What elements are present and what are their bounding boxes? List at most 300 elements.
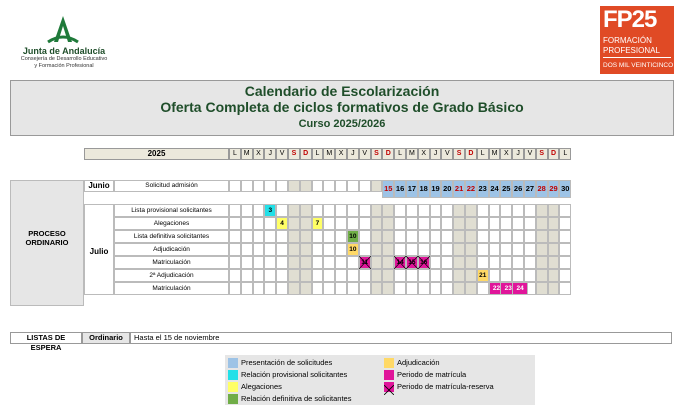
- grid-cell: [430, 282, 442, 295]
- grid-cell: [264, 217, 276, 230]
- day-header: L: [394, 148, 406, 160]
- grid-cell: [335, 256, 347, 269]
- grid-cell: [276, 243, 288, 256]
- title-line-2: Oferta Completa de ciclos formativos de Grado Básico: [160, 99, 524, 115]
- grid-cell: [489, 256, 501, 269]
- grid-cell: [335, 204, 347, 217]
- grid-cell: [241, 282, 253, 295]
- day-cell-june: 19: [430, 180, 442, 198]
- day-cell-reserve: [394, 256, 406, 269]
- grid-cell: [323, 269, 335, 282]
- grid-cell: [524, 269, 536, 282]
- day-cell-reserve: [418, 256, 430, 269]
- year-header: 2025: [84, 148, 229, 160]
- grid-cell: [288, 230, 300, 243]
- day-header: V: [276, 148, 288, 160]
- day-header: V: [441, 148, 453, 160]
- legend-swatch-matricula: [384, 370, 394, 380]
- day-header: L: [559, 148, 571, 160]
- grid-cell: [548, 269, 560, 282]
- day-header: V: [359, 148, 371, 160]
- day-cell-gold: 21: [477, 269, 489, 282]
- grid-cell: [300, 282, 312, 295]
- grid-cell: [430, 243, 442, 256]
- process-label-line1: PROCESO: [28, 229, 66, 238]
- row-label: 2ª Adjudicación: [114, 269, 229, 282]
- grid-cell: [512, 204, 524, 217]
- day-cell-june: 17: [406, 180, 418, 198]
- grid-cell: [312, 256, 324, 269]
- day-cell-june: 16: [394, 180, 406, 198]
- grid-cell: [229, 243, 241, 256]
- day-cell-reserve: [359, 256, 371, 269]
- row-label: Lista provisional solicitantes: [114, 204, 229, 217]
- day-header: X: [418, 148, 430, 160]
- grid-cell: [500, 217, 512, 230]
- grid-cell: [371, 217, 383, 230]
- grid-cell: [253, 217, 265, 230]
- grid-cell: [335, 243, 347, 256]
- grid-cell: [312, 230, 324, 243]
- legend-label-matricula: Periodo de matrícula: [397, 370, 467, 379]
- grid-cell: [406, 243, 418, 256]
- grid-cell: [406, 269, 418, 282]
- grid-cell: [477, 217, 489, 230]
- grid-cell: [276, 282, 288, 295]
- grid-cell: [229, 256, 241, 269]
- grid-cell: [323, 230, 335, 243]
- legend-swatch-definitiva: [228, 394, 238, 404]
- grid-cell: [276, 204, 288, 217]
- grid-cell: [371, 256, 383, 269]
- day-header: S: [371, 148, 383, 160]
- grid-cell: [489, 230, 501, 243]
- org-name: Junta de Andalucía: [22, 46, 106, 56]
- grid-cell: [406, 282, 418, 295]
- row-label: Matriculación: [114, 282, 229, 295]
- grid-cell: [500, 230, 512, 243]
- grid-cell: [323, 180, 335, 192]
- grid-cell: [312, 180, 324, 192]
- grid-cell: [229, 180, 241, 192]
- day-cell-june: 30: [559, 180, 571, 198]
- grid-cell: [536, 256, 548, 269]
- grid-cell: [465, 204, 477, 217]
- reserve-day-number: 14: [396, 259, 404, 266]
- grid-cell: [548, 256, 560, 269]
- grid-cell: [536, 243, 548, 256]
- grid-cell: [489, 243, 501, 256]
- grid-cell: [288, 204, 300, 217]
- grid-cell: [312, 269, 324, 282]
- grid-cell: [347, 269, 359, 282]
- day-header: S: [536, 148, 548, 160]
- grid-cell: [477, 256, 489, 269]
- grid-cell: [382, 230, 394, 243]
- fp25-line3: DOS MIL VEINTICINCO: [603, 62, 674, 69]
- fp25-logo: [600, 6, 674, 74]
- legend-label-reserva: Periodo de matrícula-reserva: [397, 382, 494, 391]
- grid-cell: [371, 282, 383, 295]
- day-header: D: [300, 148, 312, 160]
- grid-cell: [441, 217, 453, 230]
- grid-cell: [253, 269, 265, 282]
- grid-cell: [288, 243, 300, 256]
- grid-cell: [229, 269, 241, 282]
- grid-cell: [536, 282, 548, 295]
- fp25-logo-text: FP25: [603, 6, 657, 33]
- grid-cell: [347, 256, 359, 269]
- grid-cell: [335, 217, 347, 230]
- grid-cell: [241, 180, 253, 192]
- title-line-3: Curso 2025/2026: [298, 118, 386, 130]
- grid-cell: [371, 230, 383, 243]
- grid-cell: [359, 243, 371, 256]
- grid-cell: [241, 217, 253, 230]
- grid-cell: [312, 204, 324, 217]
- grid-cell: [264, 180, 276, 192]
- day-header: L: [477, 148, 489, 160]
- grid-cell: [253, 282, 265, 295]
- grid-cell: [253, 243, 265, 256]
- day-header: M: [241, 148, 253, 160]
- day-cell-gold: 10: [347, 243, 359, 256]
- day-header: S: [288, 148, 300, 160]
- grid-cell: [500, 204, 512, 217]
- grid-cell: [489, 204, 501, 217]
- day-header: D: [465, 148, 477, 160]
- day-header: V: [524, 148, 536, 160]
- grid-cell: [382, 256, 394, 269]
- grid-cell: [382, 269, 394, 282]
- grid-cell: [453, 269, 465, 282]
- grid-cell: [406, 204, 418, 217]
- grid-cell: [264, 230, 276, 243]
- month-july: Julio: [84, 204, 114, 295]
- grid-cell: [276, 180, 288, 192]
- legend-swatch-presentation: [228, 358, 238, 368]
- grid-cell: [512, 256, 524, 269]
- grid-cell: [359, 217, 371, 230]
- legend-swatch-provisional: [228, 370, 238, 380]
- grid-cell: [477, 243, 489, 256]
- grid-cell: [430, 217, 442, 230]
- grid-cell: [441, 256, 453, 269]
- grid-cell: [323, 204, 335, 217]
- grid-cell: [512, 243, 524, 256]
- grid-cell: [347, 217, 359, 230]
- reserve-day-number: 15: [408, 259, 416, 266]
- grid-cell: [382, 217, 394, 230]
- day-cell-june: 25: [500, 180, 512, 198]
- legend-swatch-adjudicacion: [384, 358, 394, 368]
- day-header: D: [382, 148, 394, 160]
- day-header: J: [512, 148, 524, 160]
- legend-swatch-alegaciones: [228, 382, 238, 392]
- fp25-line1: FORMACIÓN: [603, 36, 652, 45]
- grid-cell: [300, 217, 312, 230]
- grid-cell: [323, 243, 335, 256]
- grid-cell: [276, 269, 288, 282]
- day-cell-reserve: [406, 256, 418, 269]
- title-box: [10, 80, 674, 136]
- grid-cell: [500, 256, 512, 269]
- grid-cell: [453, 282, 465, 295]
- legend-swatch-reserva: [384, 382, 394, 392]
- day-header: X: [335, 148, 347, 160]
- grid-cell: [288, 217, 300, 230]
- grid-cell: [500, 243, 512, 256]
- day-cell-june: 24: [489, 180, 501, 198]
- grid-cell: [323, 282, 335, 295]
- grid-cell: [276, 256, 288, 269]
- day-cell-green: 10: [347, 230, 359, 243]
- grid-cell: [406, 217, 418, 230]
- grid-cell: [524, 217, 536, 230]
- grid-cell: [241, 256, 253, 269]
- grid-cell: [323, 256, 335, 269]
- grid-cell: [347, 282, 359, 295]
- grid-cell: [323, 217, 335, 230]
- row-label: Adjudicación: [114, 243, 229, 256]
- grid-cell: [441, 243, 453, 256]
- grid-cell: [418, 243, 430, 256]
- title-line-1: Calendario de Escolarización: [244, 83, 440, 99]
- grid-cell: [241, 269, 253, 282]
- grid-cell: [430, 230, 442, 243]
- day-header: L: [312, 148, 324, 160]
- grid-cell: [477, 204, 489, 217]
- legend-label-adjudicacion: Adjudicación: [397, 358, 440, 367]
- grid-cell: [430, 256, 442, 269]
- grid-cell: [394, 282, 406, 295]
- grid-cell: [559, 243, 571, 256]
- grid-cell: [465, 269, 477, 282]
- day-cell-june: 22: [465, 180, 477, 198]
- day-header: J: [264, 148, 276, 160]
- grid-cell: [229, 230, 241, 243]
- grid-cell: [418, 269, 430, 282]
- day-cell-june: 29: [548, 180, 560, 198]
- row-label-solicitud: Solicitud admisión: [114, 180, 229, 192]
- grid-cell: [288, 282, 300, 295]
- grid-cell: [288, 256, 300, 269]
- grid-cell: [559, 282, 571, 295]
- day-cell-june: 21: [453, 180, 465, 198]
- reserve-day-number: 16: [420, 259, 428, 266]
- grid-cell: [394, 204, 406, 217]
- grid-cell: [359, 269, 371, 282]
- grid-cell: [264, 282, 276, 295]
- grid-cell: [382, 282, 394, 295]
- reserve-day-number: 11: [361, 259, 369, 266]
- process-label-line2: ORDINARIO: [25, 238, 69, 247]
- grid-cell: [524, 204, 536, 217]
- grid-cell: [453, 217, 465, 230]
- grid-cell: [394, 230, 406, 243]
- grid-cell: [524, 230, 536, 243]
- grid-cell: [312, 282, 324, 295]
- grid-cell: [300, 180, 312, 192]
- grid-cell: [241, 230, 253, 243]
- grid-cell: [559, 256, 571, 269]
- grid-cell: [465, 243, 477, 256]
- org-block: [12, 46, 116, 70]
- grid-cell: [335, 269, 347, 282]
- grid-cell: [465, 230, 477, 243]
- day-cell-june: 27: [524, 180, 536, 198]
- day-header: X: [253, 148, 265, 160]
- day-cell-june: 15: [382, 180, 394, 198]
- day-cell-yellow: 4: [276, 217, 288, 230]
- grid-cell: [359, 282, 371, 295]
- grid-cell: [418, 230, 430, 243]
- day-header: L: [229, 148, 241, 160]
- grid-cell: [382, 243, 394, 256]
- grid-cell: [229, 217, 241, 230]
- day-header: M: [489, 148, 501, 160]
- waitlist-label: LISTAS DE ESPERA: [10, 332, 82, 344]
- legend-label-alegaciones: Alegaciones: [241, 382, 282, 391]
- grid-cell: [441, 282, 453, 295]
- grid-cell: [453, 230, 465, 243]
- grid-cell: [300, 230, 312, 243]
- grid-cell: [418, 282, 430, 295]
- day-header: M: [323, 148, 335, 160]
- grid-cell: [477, 282, 489, 295]
- legend-label-definitiva: Relación definitiva de solicitantes: [241, 394, 352, 403]
- grid-cell: [288, 269, 300, 282]
- grid-cell: [524, 256, 536, 269]
- grid-cell: [430, 269, 442, 282]
- day-cell-june: 28: [536, 180, 548, 198]
- grid-cell: [559, 269, 571, 282]
- grid-cell: [465, 282, 477, 295]
- grid-cell: [453, 243, 465, 256]
- grid-cell: [276, 230, 288, 243]
- day-header: J: [347, 148, 359, 160]
- grid-cell: [548, 217, 560, 230]
- grid-cell: [441, 269, 453, 282]
- grid-cell: [394, 243, 406, 256]
- grid-cell: [382, 204, 394, 217]
- grid-cell: [394, 269, 406, 282]
- month-june: Junio: [84, 180, 114, 192]
- grid-cell: [300, 204, 312, 217]
- day-cell-pink: 24: [512, 282, 528, 295]
- day-header: J: [430, 148, 442, 160]
- grid-cell: [512, 230, 524, 243]
- row-label: Lista definitiva solicitantes: [114, 230, 229, 243]
- grid-cell: [536, 217, 548, 230]
- grid-cell: [418, 204, 430, 217]
- grid-cell: [229, 204, 241, 217]
- grid-cell: [359, 230, 371, 243]
- grid-cell: [253, 256, 265, 269]
- grid-cell: [253, 230, 265, 243]
- legend: [225, 355, 535, 405]
- grid-cell: [347, 204, 359, 217]
- grid-cell: [253, 204, 265, 217]
- grid-cell: [441, 230, 453, 243]
- day-header: M: [406, 148, 418, 160]
- grid-cell: [430, 204, 442, 217]
- grid-cell: [548, 230, 560, 243]
- grid-cell: [418, 217, 430, 230]
- grid-cell: [524, 243, 536, 256]
- grid-cell: [559, 204, 571, 217]
- day-cell-june: 20: [441, 180, 453, 198]
- grid-cell: [359, 180, 371, 192]
- grid-cell: [559, 230, 571, 243]
- day-cell-pink: 23: [500, 282, 516, 295]
- legend-label-presentation: Presentación de solicitudes: [241, 358, 333, 367]
- grid-cell: [264, 243, 276, 256]
- grid-cell: [264, 269, 276, 282]
- waitlist-type: Ordinario: [82, 332, 130, 344]
- grid-cell: [300, 243, 312, 256]
- grid-cell: [288, 180, 300, 192]
- grid-cell: [489, 217, 501, 230]
- day-header: D: [548, 148, 560, 160]
- grid-cell: [453, 204, 465, 217]
- grid-cell: [453, 256, 465, 269]
- grid-cell: [371, 180, 383, 192]
- grid-cell: [536, 230, 548, 243]
- grid-cell: [335, 282, 347, 295]
- day-cell-june: 23: [477, 180, 489, 198]
- legend-label-provisional: Relación provisional solicitantes: [241, 370, 348, 379]
- grid-cell: [548, 282, 560, 295]
- grid-cell: [465, 256, 477, 269]
- grid-cell: [465, 217, 477, 230]
- junta-andalucia-logo-icon: [40, 12, 86, 46]
- org-subtitle-1: Consejería de Desarrollo Educativo: [20, 56, 108, 62]
- row-label: Matriculación: [114, 256, 229, 269]
- waitlist-text: Hasta el 15 de noviembre: [130, 332, 672, 344]
- grid-cell: [300, 256, 312, 269]
- day-cell-june: 26: [512, 180, 524, 198]
- grid-cell: [489, 269, 501, 282]
- process-block-label: [10, 180, 84, 306]
- grid-cell: [312, 243, 324, 256]
- grid-cell: [335, 230, 347, 243]
- grid-cell: [335, 180, 347, 192]
- grid-cell: [548, 204, 560, 217]
- grid-cell: [512, 217, 524, 230]
- grid-cell: [229, 282, 241, 295]
- grid-cell: [371, 269, 383, 282]
- grid-cell: [394, 217, 406, 230]
- grid-cell: [371, 243, 383, 256]
- grid-cell: [264, 256, 276, 269]
- grid-cell: [371, 204, 383, 217]
- grid-cell: [300, 269, 312, 282]
- grid-cell: [241, 204, 253, 217]
- day-cell-june: 18: [418, 180, 430, 198]
- day-header: S: [453, 148, 465, 160]
- grid-cell: [359, 204, 371, 217]
- row-label: Alegaciones: [114, 217, 229, 230]
- org-subtitle-2: y Formación Profesional: [34, 63, 94, 69]
- fp25-divider: [603, 57, 671, 58]
- day-cell-cyan: 3: [264, 204, 276, 217]
- day-cell-yellow: 7: [312, 217, 324, 230]
- grid-cell: [559, 217, 571, 230]
- grid-cell: [477, 230, 489, 243]
- grid-cell: [536, 269, 548, 282]
- grid-cell: [536, 204, 548, 217]
